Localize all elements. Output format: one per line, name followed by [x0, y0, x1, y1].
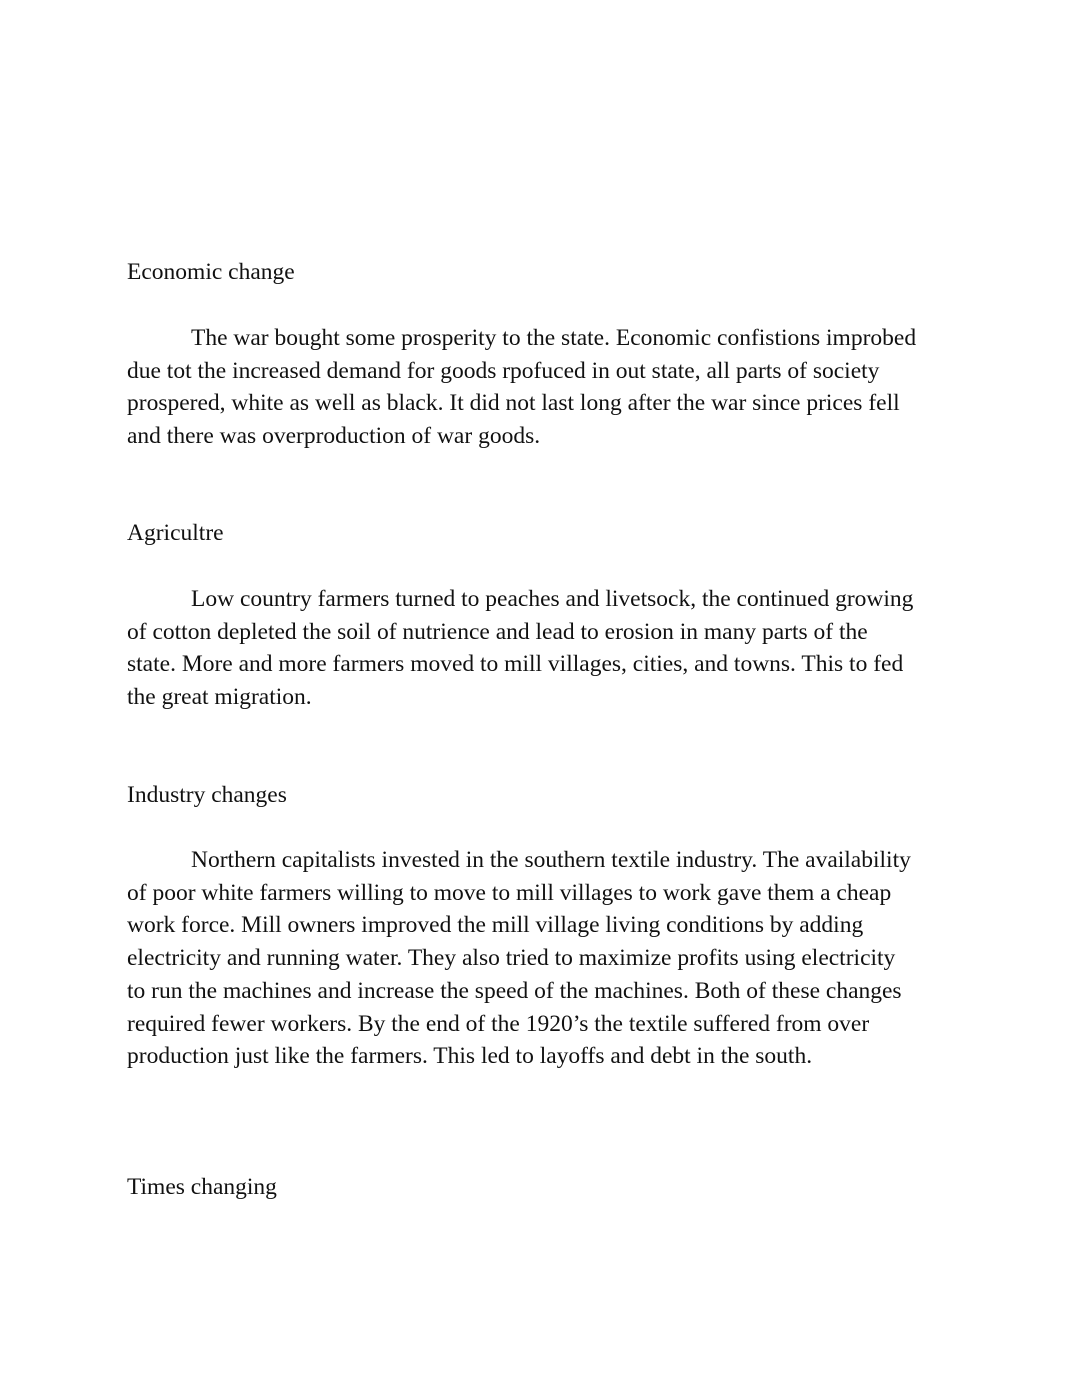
- section-heading-agriculture: Agricultre: [127, 520, 224, 546]
- paragraph-agriculture: [127, 583, 957, 714]
- paragraph-line: state. More and more farmers moved to mill villages, cities, and towns. This to fed: [127, 651, 904, 678]
- paragraph-economic-change: [127, 322, 957, 453]
- paragraph-line: the great migration.: [127, 684, 312, 711]
- paragraph-industry-changes: [127, 844, 957, 1073]
- paragraph-line: of cotton depleted the soil of nutrience and lead to erosion in many parts of the: [127, 618, 868, 645]
- section-heading-economic-change: Economic change: [127, 259, 295, 285]
- paragraph-line: electricity and running water. They also tried to maximize profits using electricity: [127, 945, 896, 972]
- paragraph-line: prospered, white as well as black. It did not last long after the war since prices fell: [127, 390, 900, 417]
- paragraph-line: due tot the increased demand for goods rpofuced in out state, all parts of society: [127, 357, 880, 384]
- paragraph-line: and there was overproduction of war goods.: [127, 423, 541, 450]
- paragraph-line: Northern capitalists invested in the southern textile industry. The availability: [191, 847, 911, 873]
- section-heading-industry-changes: Industry changes: [127, 782, 287, 808]
- paragraph-line: Low country farmers turned to peaches and livetsock, the continued growing: [191, 586, 914, 612]
- paragraph-line: required fewer workers. By the end of the 1920’s the textile suffered from over: [127, 1010, 870, 1037]
- paragraph-line: The war bought some prosperity to the state. Economic confistions improbed: [191, 325, 917, 351]
- paragraph-line: to run the machines and increase the speed of the machines. Both of these changes: [127, 977, 902, 1004]
- paragraph-line: of poor white farmers willing to move to mill villages to work gave them a cheap: [127, 879, 892, 906]
- section-heading-times-changing: Times changing: [127, 1174, 277, 1200]
- paragraph-line: production just like the farmers. This led to layoffs and debt in the south.: [127, 1043, 813, 1070]
- paragraph-line: work force. Mill owners improved the mill village living conditions by adding: [127, 912, 864, 939]
